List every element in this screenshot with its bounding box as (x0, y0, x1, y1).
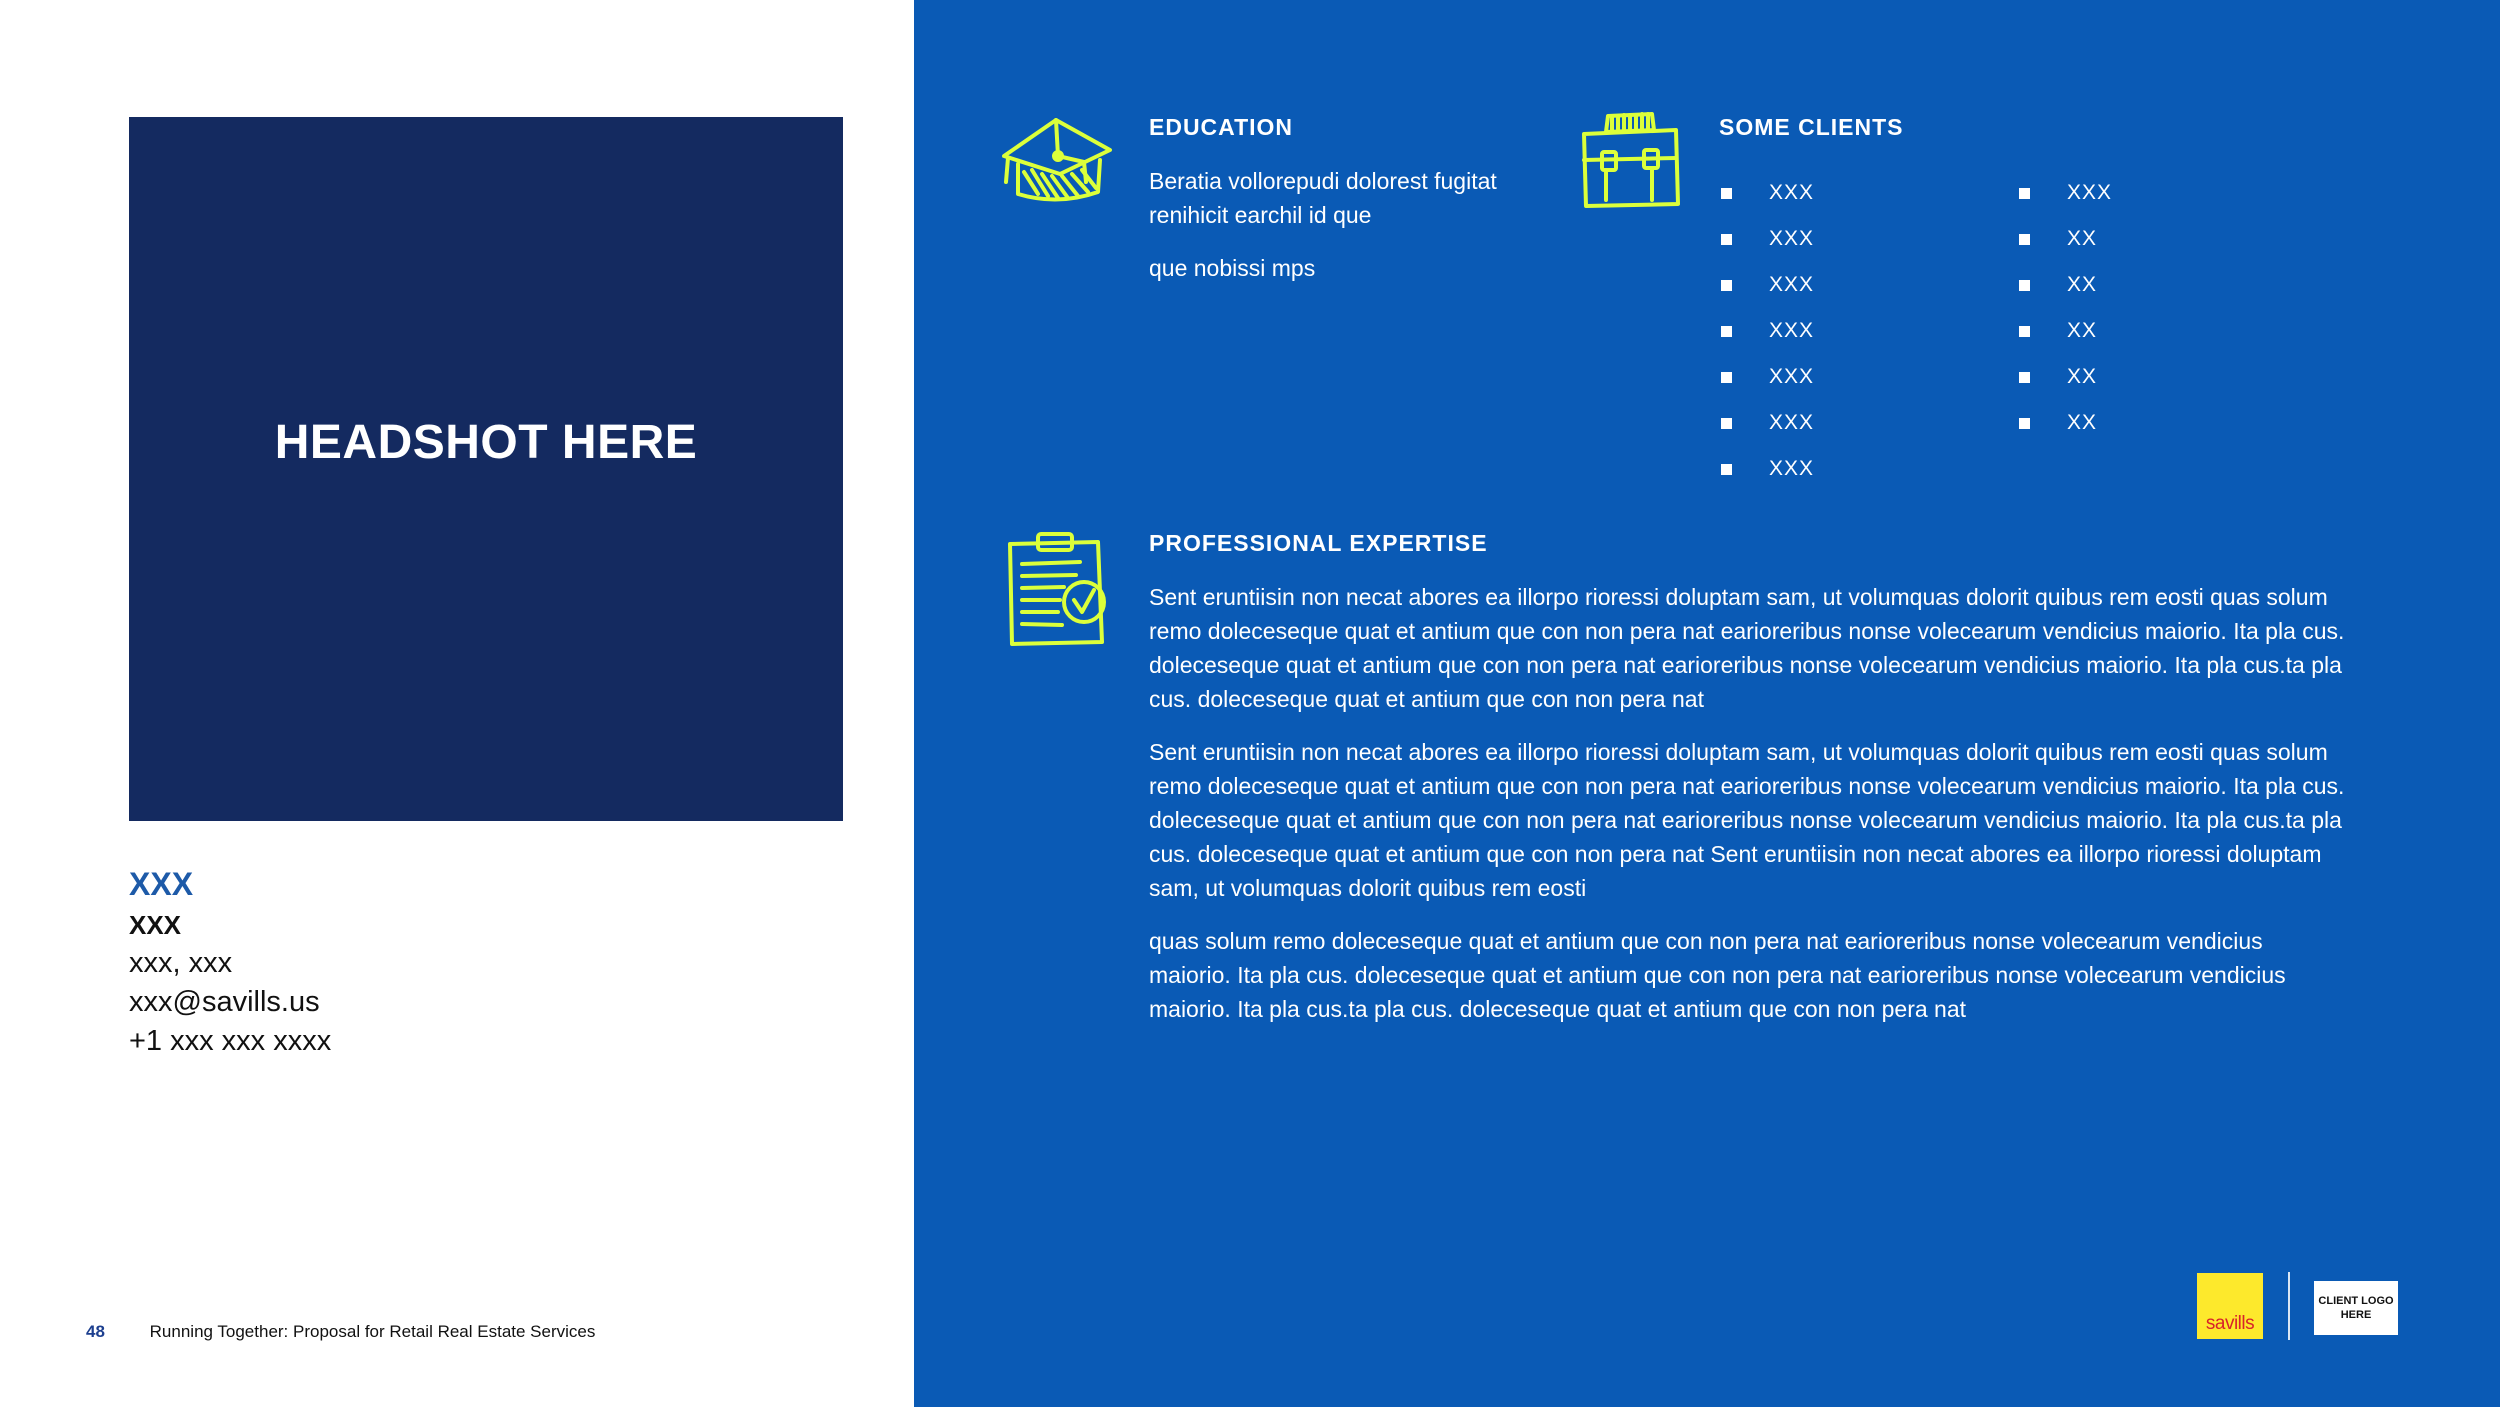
bullet-icon (2019, 372, 2030, 383)
bullet-icon (2019, 234, 2030, 245)
expertise-paragraph: Sent eruntiisin non necat abores ea illorpo rioressi doluptam sam, ut volumquas dolorit quibus rem eosti quas solum remo doleceseque quat et antium que con non pera nat earioreribus nonse volecearum vendicius maiorio. Ita pla cus. doleceseque quat et antium que con non pera nat earioreribus nonse volecearum vendicius maiorio. Ita pla cus.ta pla cus. doleceseque quat et antium que con non pera nat Sent eruntiisin non necat abores ea illorpo rioressi doluptam sam, ut volumquas dolorit quibus rem eosti (1149, 739, 2345, 901)
list-item: XXX (1721, 446, 1814, 492)
left-panel (0, 0, 914, 1407)
contact-phone[interactable]: +1 xxx xxx xxxx (129, 1025, 332, 1057)
page-number: 48 (86, 1322, 105, 1341)
contact-name: XXX (129, 866, 194, 902)
savills-logo (2197, 1273, 2263, 1339)
contact-location: xxx, xxx (129, 947, 233, 979)
bullet-icon (1721, 188, 1732, 199)
list-item: XXX (2019, 170, 2112, 216)
list-item: XXX (1721, 170, 1814, 216)
contact-block (129, 862, 829, 1061)
bullet-icon (1721, 326, 1732, 337)
list-item: XX (2019, 354, 2112, 400)
clients-heading: SOME CLIENTS (1719, 114, 1904, 140)
contact-role: XXX (129, 910, 182, 940)
client-logo-placeholder: CLIENT LOGO HERE (2314, 1281, 2398, 1335)
logo-divider (2288, 1272, 2290, 1340)
document-title: Running Together: Proposal for Retail Real Estate Services (149, 1322, 596, 1341)
list-item: XXX (1721, 308, 1814, 354)
page-footer (86, 1322, 595, 1342)
savills-logo-text: savills (2205, 1313, 2255, 1334)
bullet-icon (1721, 280, 1732, 291)
education-text (1149, 164, 1549, 304)
expertise-heading: PROFESSIONAL EXPERTISE (1149, 530, 1488, 556)
headshot-placeholder (129, 117, 843, 821)
education-paragraph: que nobissi mps (1149, 255, 1316, 281)
list-item: XXX (1721, 400, 1814, 446)
briefcase-icon (1578, 108, 1682, 212)
expertise-paragraph: Sent eruntiisin non necat abores ea illorpo rioressi doluptam sam, ut volumquas dolorit quibus rem eosti quas solum remo doleceseque quat et antium que con non pera nat earioreribus nonse volecearum vendicius maiorio. Ita pla cus. doleceseque quat et antium que con non pera nat earioreribus nonse volecearum vendicius maiorio. Ita pla cus.ta pla cus. doleceseque quat et antium que con non pera nat (1149, 584, 2345, 712)
bullet-icon (1721, 234, 1732, 245)
clipboard-check-icon (1002, 530, 1114, 650)
list-item: XXX (1721, 216, 1814, 262)
list-item: XX (2019, 262, 2112, 308)
bullet-icon (1721, 372, 1732, 383)
list-item: XXX (1721, 354, 1814, 400)
headshot-label: HEADSHOT HERE (274, 415, 698, 469)
list-item: XXX (1721, 262, 1814, 308)
bullet-icon (2019, 418, 2030, 429)
list-item: XX (2019, 216, 2112, 262)
graduation-cap-icon (998, 112, 1116, 208)
expertise-paragraph: quas solum remo doleceseque quat et antium que con non pera nat earioreribus nonse volecearum vendicius maiorio. Ita pla cus. doleceseque quat et antium que con non pera nat earioreribus nonse volecearum vendicius maiorio. Ita pla cus.ta pla cus. doleceseque quat et antium que con non pera nat (1149, 928, 2286, 1022)
bullet-icon (1721, 418, 1732, 429)
expertise-text (1149, 580, 2349, 1045)
education-paragraph: Beratia vollorepudi dolorest fugitat renihicit earchil id que (1149, 168, 1497, 228)
clients-list-right (2019, 170, 2112, 446)
bullet-icon (2019, 188, 2030, 199)
contact-email[interactable]: xxx@savills.us (129, 986, 320, 1018)
list-item: XX (2019, 308, 2112, 354)
bullet-icon (1721, 464, 1732, 475)
bullet-icon (2019, 280, 2030, 291)
bullet-icon (2019, 326, 2030, 337)
education-heading: EDUCATION (1149, 114, 1294, 140)
clients-list-left (1721, 170, 1814, 492)
right-panel (914, 0, 2500, 1407)
list-item: XX (2019, 400, 2112, 446)
